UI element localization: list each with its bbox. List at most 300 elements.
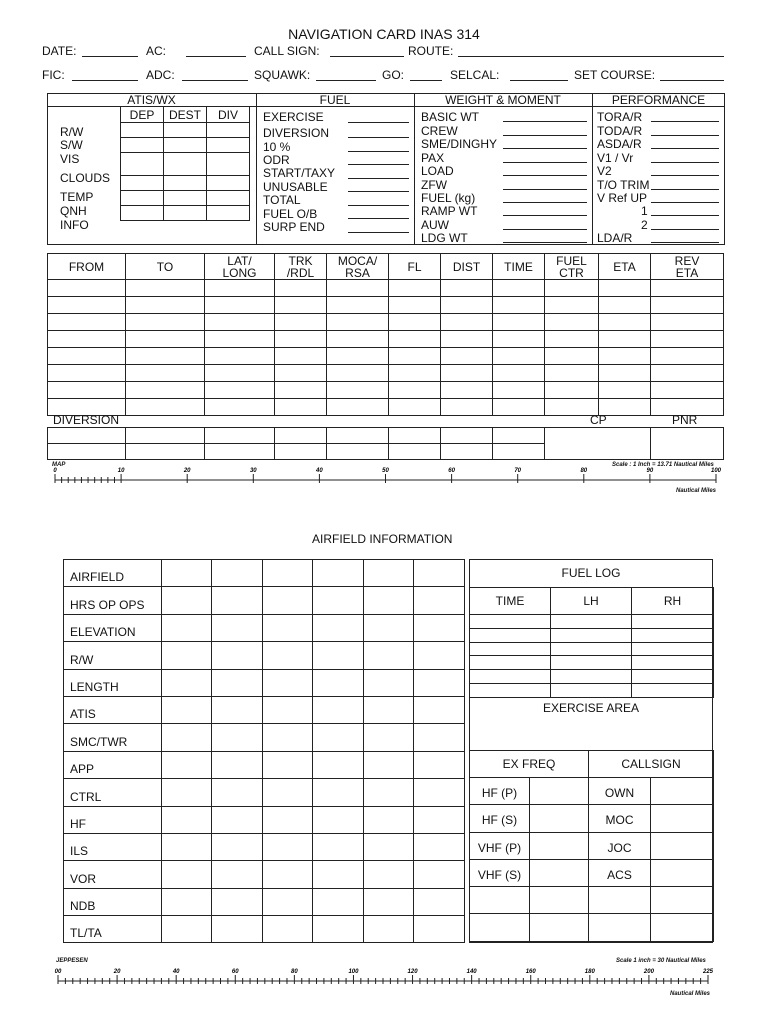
nav-leg-cell[interactable] (441, 365, 493, 382)
nav-leg-cell[interactable] (493, 382, 545, 399)
atis-cell[interactable] (207, 138, 250, 153)
nav-leg-cell[interactable] (545, 382, 599, 399)
nav-leg-cell[interactable] (389, 314, 441, 331)
airfield-cell[interactable] (313, 724, 364, 751)
diversion-cell[interactable] (126, 428, 205, 444)
airfield-cell[interactable] (313, 614, 364, 641)
fuel-log-cell[interactable] (632, 670, 714, 684)
nav-leg-cell[interactable] (275, 399, 327, 416)
fuel-log-cell[interactable] (551, 642, 632, 656)
nav-leg-cell[interactable] (441, 399, 493, 416)
nav-leg-cell[interactable] (651, 348, 724, 365)
atis-cell[interactable] (207, 123, 250, 138)
nav-leg-cell[interactable] (48, 297, 126, 314)
fuel-log-cell[interactable] (632, 642, 714, 656)
nav-leg-cell[interactable] (545, 348, 599, 365)
airfield-cell[interactable] (364, 751, 414, 778)
airfield-cell[interactable] (212, 669, 263, 696)
nav-leg-cell[interactable] (205, 348, 275, 365)
atis-cell[interactable] (164, 191, 207, 206)
nav-leg-cell[interactable] (651, 365, 724, 382)
diversion-cell[interactable] (205, 444, 275, 460)
airfield-row (64, 916, 465, 943)
diversion-cell[interactable] (389, 428, 441, 444)
performance-field[interactable] (651, 189, 719, 190)
nav-leg-cell[interactable] (493, 314, 545, 331)
airfield-cell[interactable] (364, 806, 414, 833)
airfield-cell[interactable] (263, 669, 313, 696)
airfield-cell[interactable] (162, 614, 212, 641)
nav-leg-cell[interactable] (48, 365, 126, 382)
atis-cell[interactable] (207, 191, 250, 206)
nav-leg-cell[interactable] (389, 382, 441, 399)
performance-field[interactable] (651, 215, 719, 216)
route-field[interactable] (458, 56, 724, 57)
nav-leg-cell[interactable] (48, 348, 126, 365)
fuel-log-row (470, 642, 714, 656)
nav-leg-cell[interactable] (205, 280, 275, 297)
atis-cell[interactable] (164, 153, 207, 176)
airfield-cell[interactable] (212, 696, 263, 723)
nav-leg-cell[interactable] (441, 382, 493, 399)
nav-header-text: TO (156, 259, 174, 274)
nav-leg-cell[interactable] (389, 331, 441, 348)
airfield-cell[interactable] (313, 806, 364, 833)
airfield-cell[interactable] (162, 696, 212, 723)
nav-leg-cell[interactable] (545, 297, 599, 314)
nav-leg-cell[interactable] (651, 382, 724, 399)
nav-leg-cell[interactable] (327, 348, 389, 365)
fic-field[interactable] (72, 80, 138, 81)
nav-leg-cell[interactable] (275, 297, 327, 314)
fuel-log-cell[interactable] (551, 628, 632, 642)
airfield-cell[interactable] (364, 696, 414, 723)
airfield-cell[interactable] (313, 751, 364, 778)
freq-cell[interactable] (651, 914, 714, 941)
fuel-field[interactable] (348, 164, 409, 165)
nav-header-cell (599, 254, 651, 280)
fuel-log-cell[interactable] (470, 642, 551, 656)
nav-leg-cell[interactable] (327, 365, 389, 382)
weight-field[interactable] (503, 242, 587, 243)
diversion-cell[interactable] (205, 428, 275, 444)
weight-field[interactable] (503, 189, 587, 190)
nav-leg-cell[interactable] (275, 365, 327, 382)
airfield-cell[interactable] (313, 916, 364, 943)
nav-leg-cell[interactable] (599, 365, 651, 382)
ruler-tick-label: 200 (643, 969, 654, 975)
fuel-log-cell[interactable] (470, 615, 551, 629)
performance-title: PERFORMANCE (611, 93, 706, 107)
freq-cell[interactable] (589, 887, 651, 914)
airfield-cell[interactable] (313, 833, 364, 860)
freq-cell[interactable] (530, 859, 589, 886)
airfield-cell[interactable] (263, 614, 313, 641)
airfield-cell[interactable] (212, 587, 263, 614)
fuel-field[interactable] (348, 137, 409, 138)
airfield-cell[interactable] (212, 833, 263, 860)
nav-leg-cell[interactable] (126, 297, 205, 314)
atis-cell[interactable] (121, 123, 164, 138)
fuel-field[interactable] (348, 178, 409, 179)
atis-cell[interactable] (207, 153, 250, 176)
callsign-label: OWN (589, 778, 651, 805)
airfield-row-label: ELEVATION (64, 614, 162, 641)
route-label: ROUTE: (408, 44, 454, 58)
nav-leg-cell[interactable] (545, 331, 599, 348)
fuel-log-cell[interactable] (551, 670, 632, 684)
fuel-log-cell[interactable] (632, 683, 714, 697)
diversion-cell[interactable] (389, 444, 441, 460)
fuel-log-row (470, 628, 714, 642)
atis-cell[interactable] (121, 153, 164, 176)
call-sign-field[interactable] (330, 56, 404, 57)
nav-leg-cell[interactable] (389, 280, 441, 297)
atis-cell[interactable] (164, 206, 207, 221)
nav-leg-cell[interactable] (126, 365, 205, 382)
nav-leg-cell[interactable] (327, 399, 389, 416)
nav-leg-cell[interactable] (545, 314, 599, 331)
performance-field[interactable] (651, 135, 719, 136)
airfield-cell[interactable] (263, 888, 313, 915)
nav-leg-cell[interactable] (205, 297, 275, 314)
nav-leg-cell[interactable] (126, 399, 205, 416)
airfield-cell[interactable] (212, 724, 263, 751)
airfield-cell[interactable] (313, 779, 364, 806)
airfield-cell[interactable] (263, 560, 313, 587)
nav-leg-cell[interactable] (599, 314, 651, 331)
nav-leg-cell[interactable] (599, 331, 651, 348)
airfield-cell[interactable] (364, 779, 414, 806)
nav-leg-cell[interactable] (651, 331, 724, 348)
freq-cell[interactable] (530, 832, 589, 859)
airfield-cell[interactable] (364, 724, 414, 751)
nav-leg-cell[interactable] (493, 331, 545, 348)
nav-leg-cell[interactable] (493, 399, 545, 416)
airfield-cell[interactable] (414, 833, 465, 860)
freq-cell[interactable] (530, 887, 589, 914)
nav-leg-cell[interactable] (599, 297, 651, 314)
diversion-cell[interactable] (327, 428, 389, 444)
nav-leg-cell[interactable] (205, 331, 275, 348)
airfield-cell[interactable] (313, 587, 364, 614)
nav-leg-cell[interactable] (205, 382, 275, 399)
callsign-label: ACS (589, 859, 651, 886)
airfield-cell[interactable] (414, 669, 465, 696)
airfield-cell[interactable] (364, 614, 414, 641)
airfield-cell[interactable] (212, 642, 263, 669)
date-field[interactable] (82, 56, 138, 57)
airfield-cell[interactable] (263, 587, 313, 614)
nav-leg-cell[interactable] (389, 399, 441, 416)
selcal-field[interactable] (510, 80, 568, 81)
nav-leg-row (48, 399, 724, 416)
airfield-cell[interactable] (162, 642, 212, 669)
nav-leg-cell[interactable] (493, 297, 545, 314)
fuel-log-cell[interactable] (470, 683, 551, 697)
airfield-cell[interactable] (162, 806, 212, 833)
squawk-field[interactable] (316, 80, 376, 81)
freq-cell[interactable] (470, 887, 530, 914)
airfield-cell[interactable] (162, 724, 212, 751)
fuel-log-cell[interactable] (551, 683, 632, 697)
airfield-cell[interactable] (364, 669, 414, 696)
freq-cell[interactable] (651, 832, 714, 859)
airfield-cell[interactable] (414, 861, 465, 888)
freq-cell[interactable] (651, 859, 714, 886)
diversion-cell[interactable] (126, 444, 205, 460)
nav-leg-cell[interactable] (205, 314, 275, 331)
weight-row-label: LDG WT (421, 231, 468, 245)
adc-field[interactable] (182, 80, 248, 81)
nav-header-cell (493, 254, 545, 280)
airfield-cell[interactable] (162, 751, 212, 778)
atis-cell[interactable] (164, 176, 207, 191)
nav-leg-cell[interactable] (599, 280, 651, 297)
nav-leg-cell[interactable] (441, 297, 493, 314)
nav-leg-cell[interactable] (389, 365, 441, 382)
nav-leg-cell[interactable] (651, 280, 724, 297)
nav-leg-cell[interactable] (493, 365, 545, 382)
airfield-cell[interactable] (263, 696, 313, 723)
performance-field[interactable] (651, 202, 719, 203)
airfield-cell[interactable] (364, 888, 414, 915)
nav-leg-cell[interactable] (205, 399, 275, 416)
airfield-cell[interactable] (414, 724, 465, 751)
airfield-cell[interactable] (212, 888, 263, 915)
performance-field[interactable] (651, 242, 719, 243)
airfield-cell[interactable] (414, 642, 465, 669)
weight-field[interactable] (503, 215, 587, 216)
freq-cell[interactable] (589, 914, 651, 941)
airfield-cell[interactable] (364, 833, 414, 860)
cp-cell[interactable] (545, 428, 651, 460)
diversion-cell[interactable] (48, 444, 126, 460)
nav-leg-cell[interactable] (599, 382, 651, 399)
airfield-cell[interactable] (414, 614, 465, 641)
airfield-cell[interactable] (313, 642, 364, 669)
nav-leg-cell[interactable] (389, 348, 441, 365)
fuel-log-cell[interactable] (632, 615, 714, 629)
fuel-field[interactable] (348, 151, 409, 152)
atis-cell[interactable] (207, 176, 250, 191)
fuel-row-label: 10 % (263, 140, 291, 154)
nav-leg-cell[interactable] (389, 297, 441, 314)
weight-field[interactable] (503, 135, 587, 136)
airfield-cell[interactable] (162, 669, 212, 696)
diversion-cell[interactable] (493, 444, 545, 460)
fuel-log-cell[interactable] (632, 656, 714, 670)
freq-cell[interactable] (651, 887, 714, 914)
nav-leg-cell[interactable] (493, 280, 545, 297)
airfield-cell[interactable] (212, 614, 263, 641)
go-field[interactable] (410, 80, 442, 81)
fuel-log-title: FUEL LOG (561, 566, 621, 580)
airfield-cell[interactable] (414, 696, 465, 723)
ruler-tick-label: 0 (53, 468, 57, 474)
nav-leg-cell[interactable] (441, 314, 493, 331)
nav-header-text: FROM (68, 259, 105, 274)
performance-field[interactable] (651, 229, 719, 230)
diversion-cell[interactable] (441, 444, 493, 460)
nav-leg-cell[interactable] (545, 280, 599, 297)
atis-cell[interactable] (207, 206, 250, 221)
airfield-cell[interactable] (162, 779, 212, 806)
nav-leg-cell[interactable] (651, 297, 724, 314)
nav-leg-cell[interactable] (599, 348, 651, 365)
nav-leg-cell[interactable] (126, 331, 205, 348)
atis-cell[interactable] (121, 138, 164, 153)
weight-field[interactable] (503, 162, 587, 163)
airfield-row (64, 560, 465, 587)
airfield-cell[interactable] (414, 916, 465, 943)
atis-cell[interactable] (121, 206, 164, 221)
freq-cell[interactable] (530, 914, 589, 941)
fuel-field[interactable] (348, 122, 409, 123)
nav-leg-cell[interactable] (48, 382, 126, 399)
nav-leg-cell[interactable] (275, 280, 327, 297)
nav-leg-cell[interactable] (651, 314, 724, 331)
weight-field[interactable] (503, 202, 587, 203)
airfield-cell[interactable] (364, 861, 414, 888)
ruler-tick-label: 50 (382, 468, 389, 474)
airfield-cell[interactable] (263, 861, 313, 888)
atis-cell[interactable] (121, 176, 164, 191)
fuel-log-cell[interactable] (470, 656, 551, 670)
nav-header-cell (205, 254, 275, 280)
fuel-field[interactable] (348, 205, 409, 206)
nav-leg-cell[interactable] (48, 280, 126, 297)
atis-cell[interactable] (164, 123, 207, 138)
nav-leg-cell[interactable] (126, 314, 205, 331)
airfield-cell[interactable] (414, 806, 465, 833)
airfield-cell[interactable] (364, 642, 414, 669)
airfield-cell[interactable] (313, 861, 364, 888)
fuel-log-cell[interactable] (470, 670, 551, 684)
airfield-cell[interactable] (212, 916, 263, 943)
fuel-field[interactable] (348, 232, 409, 233)
diversion-cell[interactable] (275, 428, 327, 444)
airfield-cell[interactable] (162, 587, 212, 614)
airfield-cell[interactable] (162, 861, 212, 888)
airfield-cell[interactable] (263, 916, 313, 943)
airfield-cell[interactable] (414, 888, 465, 915)
airfield-cell[interactable] (212, 861, 263, 888)
fuel-field[interactable] (348, 191, 409, 192)
set-course-field[interactable] (660, 80, 724, 81)
scale1-unit: Nautical Miles (676, 488, 717, 494)
airfield-cell[interactable] (414, 751, 465, 778)
weight-field[interactable] (503, 148, 587, 149)
airfield-cell[interactable] (212, 806, 263, 833)
diversion-cell[interactable] (275, 444, 327, 460)
nav-header-cell (389, 254, 441, 280)
atis-cell[interactable] (164, 138, 207, 153)
fuel-log-cell[interactable] (632, 628, 714, 642)
nav-leg-cell[interactable] (275, 331, 327, 348)
performance-field[interactable] (651, 148, 719, 149)
atis-cell[interactable] (121, 191, 164, 206)
nav-leg-cell[interactable] (327, 314, 389, 331)
airfield-cell[interactable] (263, 751, 313, 778)
airfield-cell[interactable] (263, 833, 313, 860)
diversion-cell[interactable] (441, 428, 493, 444)
airfield-cell[interactable] (162, 560, 212, 587)
diversion-cell[interactable] (48, 428, 126, 444)
fuel-log-cell[interactable] (551, 615, 632, 629)
airfield-cell[interactable] (313, 696, 364, 723)
nav-leg-cell[interactable] (327, 297, 389, 314)
airfield-cell[interactable] (263, 642, 313, 669)
ac-field[interactable] (186, 56, 246, 57)
pnr-cell[interactable] (651, 428, 724, 460)
airfield-cell[interactable] (162, 888, 212, 915)
airfield-cell[interactable] (313, 888, 364, 915)
airfield-cell[interactable] (212, 560, 263, 587)
nav-leg-cell[interactable] (205, 365, 275, 382)
airfield-cell[interactable] (212, 751, 263, 778)
airfield-cell[interactable] (313, 560, 364, 587)
airfield-cell[interactable] (364, 560, 414, 587)
airfield-cell[interactable] (364, 587, 414, 614)
weight-field[interactable] (503, 229, 587, 230)
nav-leg-cell[interactable] (441, 348, 493, 365)
fuel-log-cell[interactable] (470, 628, 551, 642)
nav-leg-cell[interactable] (126, 348, 205, 365)
fuel-field[interactable] (348, 218, 409, 219)
airfield-cell[interactable] (414, 587, 465, 614)
diversion-cell[interactable] (493, 428, 545, 444)
airfield-cell[interactable] (263, 724, 313, 751)
airfield-cell[interactable] (212, 779, 263, 806)
nav-leg-cell[interactable] (126, 280, 205, 297)
freq-cell[interactable] (651, 778, 714, 805)
airfield-cell[interactable] (414, 779, 465, 806)
nav-leg-cell[interactable] (275, 348, 327, 365)
airfield-cell[interactable] (364, 916, 414, 943)
nav-leg-cell[interactable] (48, 314, 126, 331)
weight-field[interactable] (503, 121, 587, 122)
airfield-cell[interactable] (263, 779, 313, 806)
nav-leg-cell[interactable] (327, 382, 389, 399)
nav-leg-cell[interactable] (275, 314, 327, 331)
airfield-cell[interactable] (263, 806, 313, 833)
airfield-cell[interactable] (414, 560, 465, 587)
weight-field[interactable] (503, 175, 587, 176)
freq-cell[interactable] (651, 805, 714, 832)
freq-cell[interactable] (530, 805, 589, 832)
performance-field[interactable] (651, 175, 719, 176)
performance-field[interactable] (651, 121, 719, 122)
nav-leg-cell[interactable] (441, 280, 493, 297)
nav-leg-cell[interactable] (327, 280, 389, 297)
nav-leg-cell[interactable] (545, 365, 599, 382)
freq-cell[interactable] (530, 778, 589, 805)
nav-leg-cell[interactable] (275, 382, 327, 399)
airfield-cell[interactable] (162, 916, 212, 943)
nav-leg-cell[interactable] (126, 382, 205, 399)
fuel-log-cell[interactable] (551, 656, 632, 670)
airfield-cell[interactable] (162, 833, 212, 860)
nav-leg-cell[interactable] (327, 331, 389, 348)
performance-field[interactable] (651, 162, 719, 163)
nav-leg-cell[interactable] (441, 331, 493, 348)
airfield-cell[interactable] (313, 669, 364, 696)
nav-leg-cell[interactable] (48, 331, 126, 348)
diversion-cell[interactable] (327, 444, 389, 460)
freq-cell[interactable] (470, 914, 530, 941)
nav-leg-cell[interactable] (493, 348, 545, 365)
